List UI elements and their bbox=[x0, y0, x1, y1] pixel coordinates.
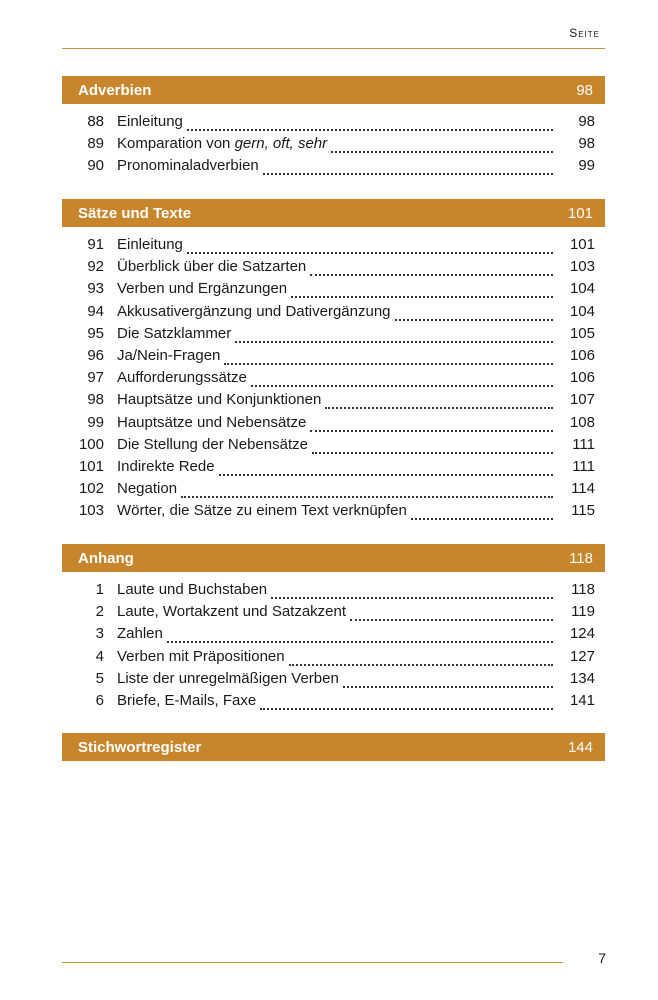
toc-entry[interactable] bbox=[62, 648, 605, 670]
toc-entry[interactable] bbox=[62, 135, 605, 157]
column-header-seite: Seite bbox=[569, 26, 600, 40]
entry-page: 108 bbox=[569, 413, 595, 431]
entry-number: 95 bbox=[87, 324, 104, 342]
section-page: 144 bbox=[567, 738, 593, 756]
dot-leader bbox=[310, 426, 553, 432]
dot-leader bbox=[271, 593, 553, 599]
dot-leader bbox=[187, 248, 553, 254]
toc-entry[interactable] bbox=[62, 670, 605, 692]
dot-leader bbox=[310, 270, 553, 276]
entry-page: 114 bbox=[571, 480, 595, 498]
entry-number: 102 bbox=[78, 480, 104, 498]
section-title: Stichwortregister bbox=[78, 738, 202, 756]
dot-leader bbox=[312, 448, 553, 454]
section-page: 118 bbox=[569, 549, 593, 567]
entry-page: 127 bbox=[569, 647, 595, 665]
dot-leader bbox=[235, 337, 553, 343]
dot-leader bbox=[343, 682, 553, 688]
toc-section-stichwortregister bbox=[62, 733, 605, 761]
bottom-rule bbox=[62, 962, 563, 963]
toc-entry[interactable] bbox=[62, 502, 605, 524]
entry-page: 104 bbox=[569, 302, 595, 320]
dot-leader bbox=[219, 470, 553, 476]
entry-number: 100 bbox=[78, 435, 104, 453]
dot-leader bbox=[181, 492, 553, 498]
toc-entry[interactable] bbox=[62, 157, 605, 179]
entry-page: 134 bbox=[569, 669, 595, 687]
toc-entry[interactable] bbox=[62, 603, 605, 625]
dot-leader bbox=[251, 381, 553, 387]
dot-leader bbox=[224, 359, 553, 365]
toc-entry[interactable] bbox=[62, 625, 605, 647]
dot-leader bbox=[331, 147, 553, 153]
entry-number: 103 bbox=[78, 502, 104, 520]
dot-leader bbox=[350, 615, 553, 621]
toc-entry[interactable] bbox=[62, 303, 605, 325]
entry-page: 98 bbox=[578, 113, 595, 130]
section-header[interactable] bbox=[62, 733, 605, 761]
page-number: 7 bbox=[598, 950, 606, 966]
entry-number: 1 bbox=[95, 581, 104, 598]
entry-number: 88 bbox=[87, 113, 104, 130]
toc-entry[interactable] bbox=[62, 391, 605, 413]
entry-title: Einleitung bbox=[117, 236, 183, 253]
toc-entry[interactable] bbox=[62, 347, 605, 369]
entry-title: Ja/Nein-Fragen bbox=[117, 346, 221, 364]
entry-number: 5 bbox=[95, 669, 104, 687]
toc-entry[interactable] bbox=[62, 436, 605, 458]
toc-section-adverbien bbox=[62, 76, 605, 180]
dot-leader bbox=[395, 315, 553, 321]
section-title: Sätze und Texte bbox=[78, 204, 192, 222]
entry-title-prefix: Komparation von bbox=[117, 135, 235, 153]
entry-page: 106 bbox=[569, 369, 595, 387]
entry-page: 101 bbox=[569, 236, 595, 253]
entry-title: Zahlen bbox=[117, 625, 163, 643]
dot-leader bbox=[263, 169, 553, 175]
entry-page: 111 bbox=[572, 457, 595, 475]
dot-leader bbox=[187, 125, 553, 131]
entry-page: 119 bbox=[571, 603, 595, 621]
entry-number: 97 bbox=[87, 369, 104, 387]
entry-title: Aufforderungssätze bbox=[117, 369, 247, 387]
entry-title: Briefe, E-Mails, Faxe bbox=[117, 691, 257, 709]
dot-leader bbox=[325, 403, 553, 409]
entry-title: Die Stellung der Nebensätze bbox=[117, 435, 308, 453]
entry-title: Verben und Ergänzungen bbox=[117, 280, 288, 298]
entry-number: 2 bbox=[95, 603, 104, 621]
entry-title: Einleitung bbox=[117, 113, 183, 130]
entry-title: Akkusativergänzung und Dativergänzung bbox=[117, 302, 391, 320]
entry-page: 104 bbox=[569, 280, 595, 298]
toc-entry[interactable] bbox=[62, 258, 605, 280]
section-header[interactable] bbox=[62, 199, 605, 227]
section-page: 101 bbox=[567, 204, 593, 222]
entry-title: Laute und Buchstaben bbox=[117, 581, 268, 598]
toc-entry[interactable] bbox=[62, 581, 605, 603]
toc-entry[interactable] bbox=[62, 236, 605, 258]
entry-number: 89 bbox=[87, 135, 104, 153]
entry-title: Liste der unregelmäßigen Verben bbox=[117, 669, 339, 687]
entry-number: 3 bbox=[95, 625, 104, 643]
toc-entry[interactable] bbox=[62, 458, 605, 480]
entry-number: 90 bbox=[87, 157, 104, 175]
entry-number: 92 bbox=[87, 258, 104, 276]
entry-page: 99 bbox=[578, 157, 595, 175]
top-rule bbox=[62, 48, 605, 49]
entry-page: 118 bbox=[571, 581, 595, 598]
dot-leader bbox=[260, 704, 553, 710]
entry-page: 124 bbox=[569, 625, 595, 643]
entry-number: 99 bbox=[87, 413, 104, 431]
section-title: Adverbien bbox=[78, 81, 152, 99]
dot-leader bbox=[167, 637, 553, 643]
entry-page: 105 bbox=[569, 324, 595, 342]
entry-title: Die Satzklammer bbox=[117, 324, 232, 342]
entry-page: 107 bbox=[569, 391, 595, 409]
entry-number: 96 bbox=[87, 346, 104, 364]
entry-title: Hauptsätze und Konjunktionen bbox=[117, 391, 322, 409]
dot-leader bbox=[411, 514, 553, 520]
dot-leader bbox=[291, 292, 553, 298]
entry-number: 6 bbox=[95, 691, 104, 709]
toc-entry[interactable] bbox=[62, 325, 605, 347]
entry-number: 4 bbox=[95, 647, 104, 665]
entry-page: 98 bbox=[578, 135, 595, 153]
entry-title: Wörter, die Sätze zu einem Text verknüpfen bbox=[117, 502, 407, 520]
toc-entry[interactable] bbox=[62, 414, 605, 436]
section-title: Anhang bbox=[78, 549, 134, 567]
toc-entry[interactable] bbox=[62, 369, 605, 391]
toc-entry[interactable] bbox=[62, 480, 605, 502]
entry-title: Verben mit Präpositionen bbox=[117, 647, 285, 665]
entry-title: Pronominaladverbien bbox=[117, 157, 259, 175]
toc-entry[interactable] bbox=[62, 692, 605, 714]
entry-title: Laute, Wortakzent und Satzakzent bbox=[117, 603, 347, 621]
toc-entry[interactable] bbox=[62, 280, 605, 302]
entry-page: 106 bbox=[569, 346, 595, 364]
entry-number: 101 bbox=[78, 457, 104, 475]
section-page: 98 bbox=[576, 81, 593, 99]
toc-section-anhang bbox=[62, 544, 605, 714]
entry-number: 94 bbox=[87, 302, 104, 320]
entry-title: Überblick über die Satzarten bbox=[117, 258, 307, 276]
entry-title: Negation bbox=[117, 480, 178, 498]
entry-title bbox=[117, 135, 329, 152]
entry-number: 93 bbox=[87, 280, 104, 298]
toc-entry[interactable] bbox=[62, 113, 605, 135]
dot-leader bbox=[289, 660, 553, 666]
entry-title-italic: gern, oft, sehr bbox=[234, 135, 328, 153]
entry-page: 103 bbox=[569, 258, 595, 276]
entry-number: 91 bbox=[87, 236, 104, 253]
entry-title: Hauptsätze und Nebensätze bbox=[117, 413, 307, 431]
entry-page: 111 bbox=[572, 435, 595, 453]
section-header[interactable] bbox=[62, 76, 605, 104]
section-header[interactable] bbox=[62, 544, 605, 572]
entry-number: 98 bbox=[87, 391, 104, 409]
toc-section-saetze-und-texte bbox=[62, 199, 605, 524]
entry-page: 115 bbox=[571, 502, 595, 520]
entry-title: Indirekte Rede bbox=[117, 457, 215, 475]
entry-page: 141 bbox=[569, 691, 595, 709]
